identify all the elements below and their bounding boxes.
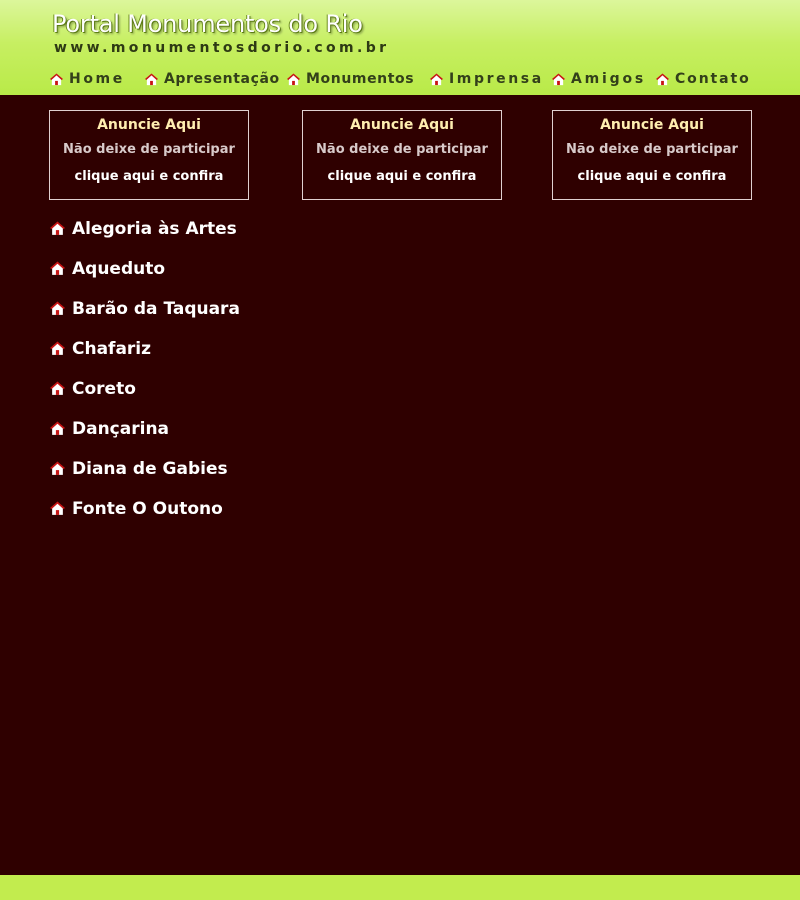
ad-title: Anuncie Aqui <box>600 117 704 133</box>
monument-link-diana-de-gabies[interactable] <box>50 458 350 498</box>
footer-bar <box>0 875 800 900</box>
house-icon <box>50 261 65 276</box>
monument-label: Chafariz <box>72 339 152 359</box>
ad-title: Anuncie Aqui <box>350 117 454 133</box>
house-icon <box>50 461 65 476</box>
house-icon <box>50 381 65 396</box>
house-icon <box>50 341 65 356</box>
house-icon <box>656 73 669 86</box>
nav-item-monumentos[interactable] <box>287 68 414 90</box>
nav-item-amigos[interactable] <box>552 68 646 90</box>
monument-label: Coreto <box>72 379 136 399</box>
house-icon <box>50 301 65 316</box>
house-icon <box>552 73 565 86</box>
house-icon <box>50 501 65 516</box>
nav-label: Monumentos <box>306 71 415 87</box>
nav-label: Home <box>69 71 125 87</box>
monument-label: Aqueduto <box>72 259 166 279</box>
ad-link-text[interactable]: clique aqui e confira <box>327 169 477 184</box>
house-icon <box>145 73 158 86</box>
monument-label: Dançarina <box>72 419 170 439</box>
main-nav <box>0 68 800 90</box>
ad-title: Anuncie Aqui <box>97 117 201 133</box>
ad-box[interactable] <box>49 110 249 200</box>
monument-link-dancarina[interactable] <box>50 418 350 458</box>
site-header <box>0 0 800 95</box>
ad-box[interactable] <box>552 110 752 200</box>
house-icon <box>287 73 300 86</box>
ad-text: Não deixe de participar <box>63 142 235 157</box>
nav-label: Contato <box>675 71 751 87</box>
monument-label: Alegoria às Artes <box>72 219 237 239</box>
monument-link-coreto[interactable] <box>50 378 350 418</box>
house-icon <box>50 73 63 86</box>
site-url[interactable]: www.monumentosdorio.com.br <box>54 40 390 56</box>
house-icon <box>50 421 65 436</box>
monument-label: Barão da Taquara <box>72 299 240 319</box>
house-icon <box>430 73 443 86</box>
house-icon <box>50 221 65 236</box>
monument-link-chafariz[interactable] <box>50 338 350 378</box>
monument-label: Diana de Gabies <box>72 459 228 479</box>
nav-item-home[interactable] <box>50 68 125 90</box>
monument-link-alegoria-as-artes[interactable] <box>50 218 350 258</box>
monument-list <box>50 218 350 538</box>
ad-link-text[interactable]: clique aqui e confira <box>74 169 224 184</box>
nav-label: Amigos <box>571 71 646 87</box>
monument-link-barao-da-taquara[interactable] <box>50 298 350 338</box>
monument-link-aqueduto[interactable] <box>50 258 350 298</box>
nav-label: Imprensa <box>449 71 544 87</box>
ad-link-text[interactable]: clique aqui e confira <box>577 169 727 184</box>
monument-link-fonte-o-outono[interactable] <box>50 498 350 538</box>
ad-text: Não deixe de participar <box>316 142 488 157</box>
monument-label: Fonte O Outono <box>72 499 223 519</box>
nav-label: Apresentação <box>164 71 280 87</box>
nav-item-contato[interactable] <box>656 68 751 90</box>
ad-box[interactable] <box>302 110 502 200</box>
ad-banner-row <box>0 110 800 200</box>
nav-item-apresentacao[interactable] <box>145 68 280 90</box>
ad-text: Não deixe de participar <box>566 142 738 157</box>
nav-item-imprensa[interactable] <box>430 68 544 90</box>
site-title[interactable]: Portal Monumentos do Rio <box>52 10 363 38</box>
